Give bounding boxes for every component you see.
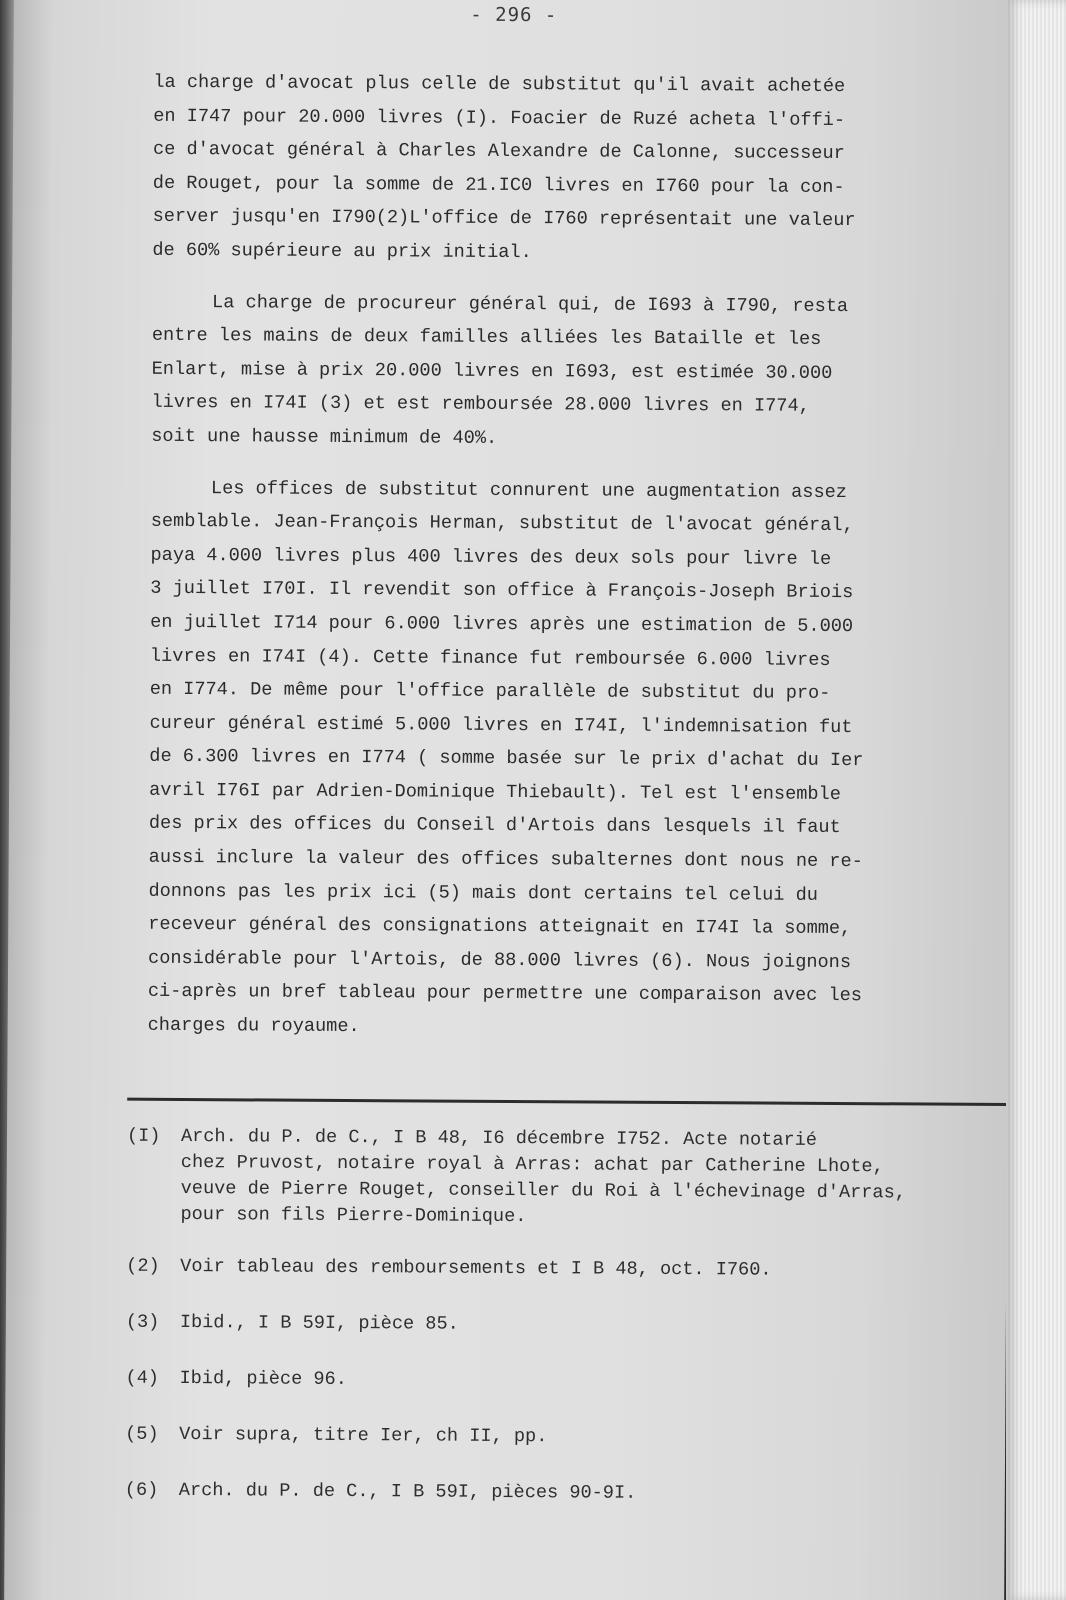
footnote-marker: (3) (125, 1311, 160, 1333)
footnote-text: Ibid., I B 59I, pièce 85. (179, 1311, 459, 1335)
footnote-marker: (2) (126, 1255, 160, 1277)
footnote (125, 1476, 955, 1511)
footnote (125, 1420, 955, 1455)
paragraph: La charge de procureur général qui, de I693 à I790, resta entre les mains de deux familles alliées les Bataille et les Enlart, mise à prix 20.000 livres en I693, est estimée 30.000 livres en I74I (3) et est remboursée 28.000 livres en I774, soit une hausse minimum de 40%. (151, 291, 849, 449)
footnote-marker: (6) (124, 1479, 159, 1501)
footnote (126, 1252, 956, 1287)
footnote (126, 1308, 956, 1343)
footnote-text: Voir tableau des remboursements et I B 48, oct. I760. (180, 1255, 772, 1281)
footnote-text: Ibid, pièce 96. (179, 1367, 347, 1391)
main-text (148, 66, 954, 1047)
paragraph: la charge d'avocat plus celle de substitut qu'il avait achetée en I747 pour 20.000 livres (I). Foacier de Ruzé acheta l'offi- ce d'avocat général à Charles Alexandre de Calonne, successeur de Rouget, pour la somme de 21.IC0 livres en I760 pour la con- server jusqu'en I790(2)L'office de I760 représentait une valeur de 60% supérieure au prix initial. (152, 71, 856, 264)
footnote-text: Arch. du P. de C., I B 48, I6 décembre I752. Acte notarié chez Pruvost, notaire royal à Arras: achat par Catherine Lhote, veuve de Pierre Rouget, conseiller du Roi à l'échevinage d'Arras, pour son fils Pierre-Dominique. (180, 1125, 907, 1228)
footnote (126, 1124, 957, 1233)
footnote-marker: (4) (125, 1367, 160, 1389)
footnote (125, 1364, 955, 1399)
footnote-text: Arch. du P. de C., I B 59I, pièces 90-9I. (178, 1479, 637, 1504)
footnote-separator (127, 1098, 1007, 1106)
footnotes (125, 1124, 957, 1511)
paragraph: Les offices de substitut connurent une augmentation assez semblable. Jean-François Herman, substitut de l'avocat général, paya 4.000 livres plus 400 livres des deux sols pour livre le 3 juillet I70I. Il revendit son office à François-Joseph Briois en juillet I714 pour 6.000 livres après une estimation de 5.000 livres en I74I (4). Cette finance fut remboursée 6.000 livres en I774. De même pour l'office parallèle de substitut du pro- cureur général estimé 5.000 livres en I74I, l'indemnisation fut de 6.300 livres en I774 ( somme basée sur le prix d'achat du Ier avril I76I par Adrien-Dominique Thiebault). Tel est l'ensemble des prix des offices du Conseil d'Artois dans lesquels il faut aussi inclure la valeur des offices subalternes dont nous ne re- donnons pas les prix ici (5) mais dont certains tel celui du receveur général des consignations atteignait en I74I la somme, considérable pour l'Artois, de 88.000 livres (6). Nous joignons ci-après un bref tableau pour permettre une comparaison avec les charges du royaume. (147, 477, 864, 1038)
footnote-marker: (I) (126, 1125, 161, 1147)
page-stack-edge (1006, 0, 1066, 1600)
footnote-text: Voir supra, titre Ier, ch II, pp. (179, 1423, 548, 1448)
book-page (4, 0, 1014, 1600)
footnote-marker: (5) (125, 1423, 159, 1445)
page-number: - 296 - (470, 3, 558, 27)
